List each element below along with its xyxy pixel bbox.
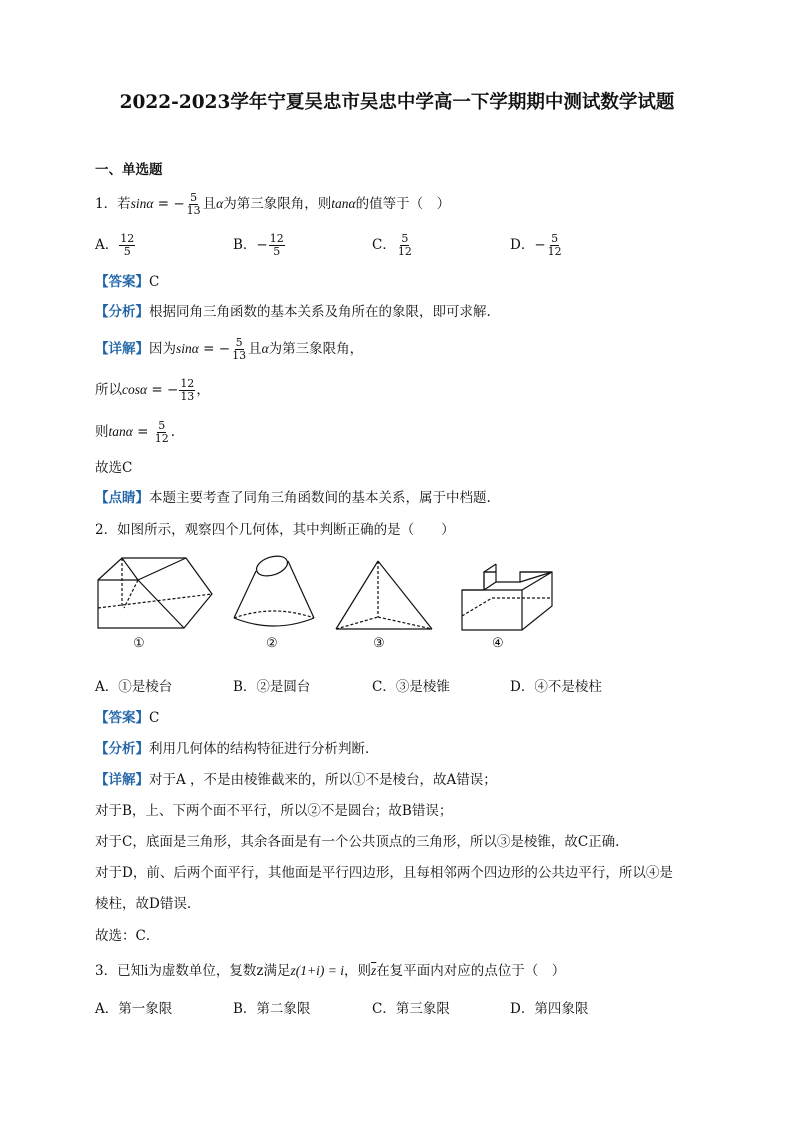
figure-3-pyramid (334, 557, 434, 633)
figure-2-solid (228, 552, 320, 632)
q2-conclusion: 故选：C． (95, 928, 160, 944)
figure-1-polyhedron (94, 550, 216, 632)
q2-detail-line-3: 对于C，底面是三角形，其余各面是有一个公共顶点的三角形，所以③是棱锥，故C正确. (95, 834, 620, 850)
q2-analysis: 【分析】利用几何体的结构特征进行分析判断． (95, 741, 379, 757)
figure-4-label: ④ (492, 636, 504, 651)
q2-detail-line-2: 对于B，上、下两个面不平行，所以②不是圆台；故B错误； (95, 803, 453, 819)
q3-option-d: D．第四象限 (510, 1001, 589, 1017)
q2-answer: 【答案】C (95, 710, 160, 726)
q1-detail: 【详解】因为sinα = − $\frac{5}{13}$ 且α为第三象限角， (95, 336, 364, 362)
page-title: 2022-2023学年宁夏吴忠市吴忠中学高一下学期期中测试数学试题 (119, 92, 675, 113)
q3-option-b: B．第二象限 (233, 1001, 311, 1017)
q1-answer: 【答案】C (95, 274, 160, 290)
q1-detail-cos: 所以cosα = − $\frac{12}{13}$ ， (95, 377, 210, 403)
q2-detail-line-5: 棱柱，故D错误. (95, 896, 192, 912)
figure-3-label: ③ (373, 636, 385, 651)
figure-2-label: ② (266, 636, 278, 651)
figure-1-label: ① (133, 636, 145, 651)
q3-option-a: A．第一象限 (95, 1001, 173, 1017)
q1-stem: 1．若sinα = − $\frac{5}{13}$ 且α为第三象限角，则tanα的值等于（ ） (95, 191, 451, 217)
q2-option-b: B．②是圆台 (233, 679, 311, 695)
q2-detail-line-4: 对于D，前、后两个面平行，其他面是平行四边形，且每相邻两个四边形的公共边平行，所以④是 (95, 865, 673, 881)
q2-stem: 2．如图所示，观察四个几何体，其中判断正确的是（ ） (95, 522, 455, 538)
q2-option-c: C．③是棱锥 (372, 679, 450, 695)
q2-option-a: A．①是棱台 (95, 679, 173, 695)
q1-option-d: D．− $\frac{5}{12}$ (510, 232, 562, 258)
q1-option-a: A． $\frac{12}{5}$ (95, 232, 135, 258)
figure-4-prism (458, 560, 556, 632)
q1-option-c: C． $\frac{5}{12}$ (372, 232, 412, 258)
q1-detail-tan: 则tanα = $\frac{5}{12}$ . (95, 419, 176, 445)
q1-comment: 【点睛】本题主要考查了同角三角函数间的基本关系，属于中档题. (95, 490, 491, 506)
q3-stem: 3．已知i为虚数单位，复数z满足z(1+i) = i，则$\overline{z}$在复平面内对应的点位于（ ） (95, 963, 566, 979)
q1-analysis: 【分析】根据同角三角函数的基本关系及角所在的象限，即可求解. (95, 304, 491, 320)
q2-detail-line-1: 【详解】对于A ，不是由棱锥截来的，所以①不是棱台，故A错误； (95, 772, 497, 788)
section-heading: 一、单选题 (95, 162, 163, 178)
q3-option-c: C．第三象限 (372, 1001, 450, 1017)
q1-stem-fraction: $\frac{5}{13}$ (186, 191, 201, 217)
q1-option-b: B．− $\frac{12}{5}$ (233, 232, 284, 258)
q1-conclusion: 故选C (95, 460, 133, 476)
q2-option-d: D．④不是棱柱 (510, 679, 602, 695)
